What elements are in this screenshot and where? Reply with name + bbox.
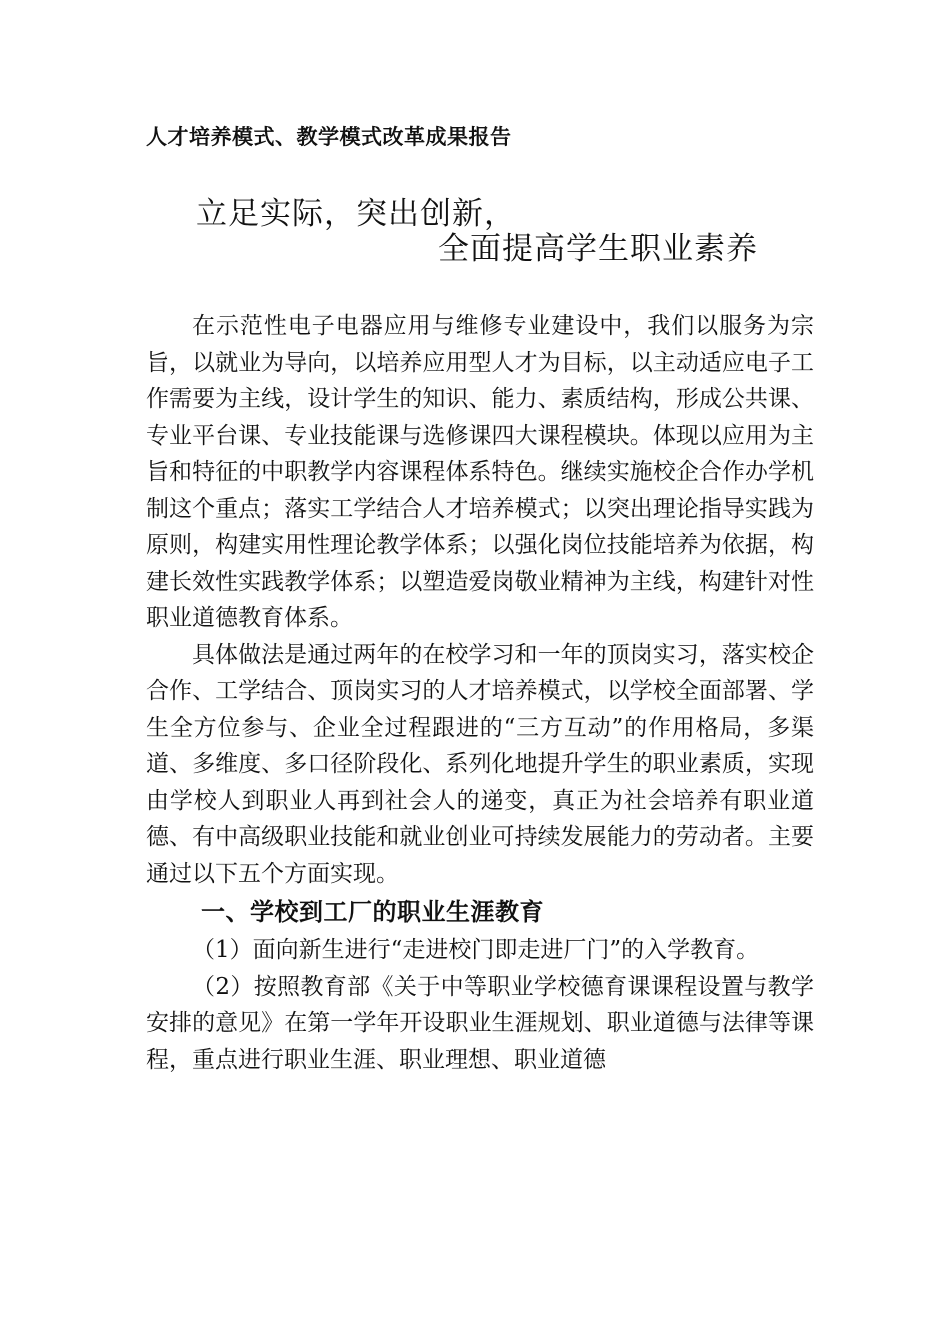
document-body xyxy=(146,308,814,1078)
paragraph-method: 具体做法是通过两年的在校学习和一年的顶岗实习，落实校企合作、工学结合、顶岗实习的人才培养模式，以学校全面部署、学生全方位参与、企业全过程跟进的“三方互动”的作用格局，多渠道、多维度、多口径阶段化、系列化地提升学生的职业素质，实现由学校人到职业人再到社会人的递变，真正为社会培养有职业道德、有中高级职业技能和就业创业可持续发展能力的劳动者。主要通过以下五个方面实现。 xyxy=(146,641,814,887)
list-item-2: （2）按照教育部《关于中等职业学校德育课课程设置与教学安排的意见》在第一学年开设职业生涯规划、职业道德与法律等课程，重点进行职业生涯、职业理想、职业道德 xyxy=(146,973,814,1073)
paragraph-intro: 在示范性电子电器应用与维修专业建设中，我们以服务为宗旨，以就业为导向，以培养应用型人才为目标，以主动适应电子工作需要为主线，设计学生的知识、能力、素质结构，形成公共课、专业平台课、专业技能课与选修课四大课程模块。体现以应用为主旨和特征的中职教学内容课程体系特色。继续实施校企合作办学机制这个重点；落实工学结合人才培养模式；以突出理论指导实践为原则，构建实用性理论教学体系；以强化岗位技能培养为依据，构建长效性实践教学体系；以塑造爱岗敬业精神为主线，构建针对性职业道德教育体系。 xyxy=(146,313,814,631)
report-label: 人才培养模式、教学模式改革成果报告 xyxy=(146,124,512,149)
section-heading-1: 一、学校到工厂的职业生涯教育 xyxy=(201,898,544,926)
title-line-1: 立足实际，突出创新， xyxy=(196,196,516,232)
list-item-1: （1）面向新生进行“走进校门即走进厂门”的入学教育。 xyxy=(192,937,760,963)
title-line-2: 全面提高学生职业素养 xyxy=(438,231,758,267)
